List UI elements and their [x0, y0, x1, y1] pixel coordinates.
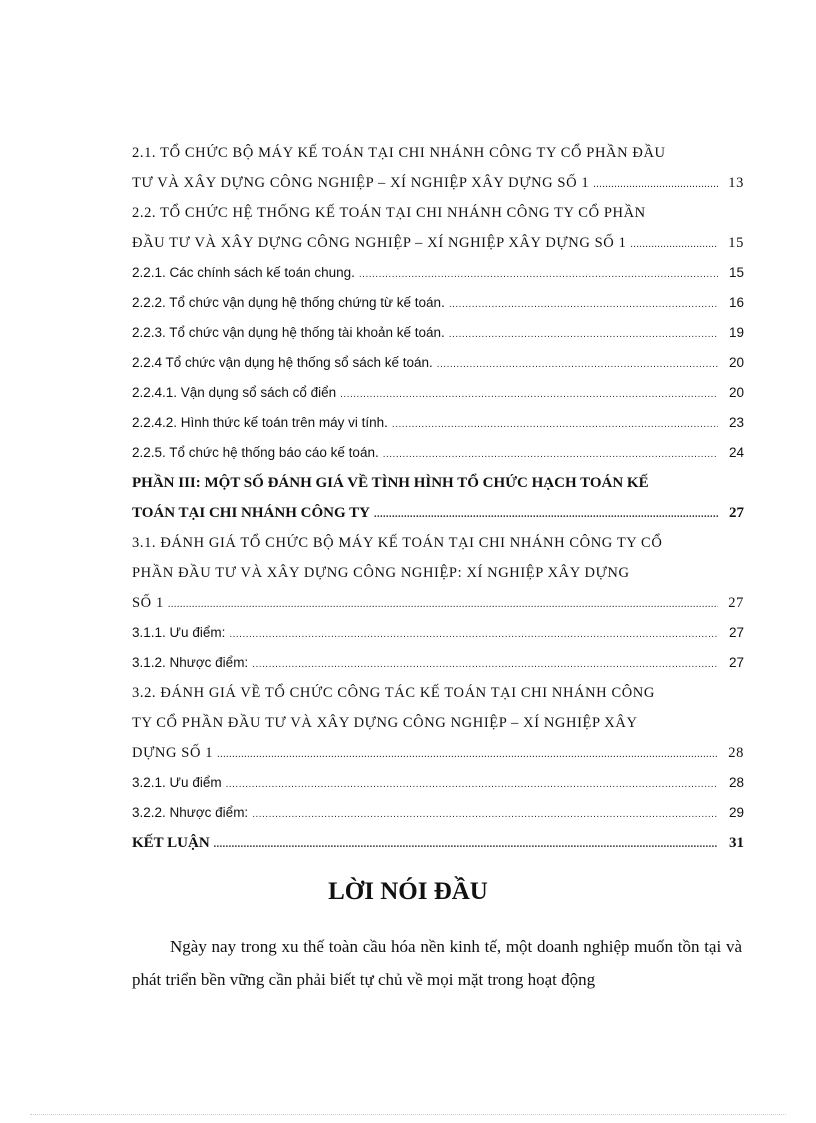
section-title: LỜI NÓI ĐẦU — [328, 878, 488, 905]
toc-entry[interactable] — [132, 498, 744, 528]
toc-page-number: 19 — [728, 325, 744, 340]
toc-entry-text: 2.1. TỔ CHỨC BỘ MÁY KẾ TOÁN TẠI CHI NHÁNH CÔNG TY CỔ PHẦN ĐẦU — [132, 145, 666, 161]
toc-entry-text: 2.2.1. Các chính sách kế toán chung. — [132, 265, 355, 280]
toc-entry[interactable] — [132, 318, 744, 348]
toc-entry-text: DỰNG SỐ 1 — [132, 745, 214, 761]
table-of-contents — [132, 138, 744, 858]
toc-entry-text: SỐ 1 — [132, 595, 164, 611]
toc-entry-text: 3.2. ĐÁNH GIÁ VỀ TỔ CHỨC CÔNG TÁC KẾ TOÁN TẠI CHI NHÁNH CÔNG — [132, 685, 655, 701]
toc-leader-dots — [252, 800, 718, 830]
toc-entry-text: 3.1. ĐÁNH GIÁ TỔ CHỨC BỘ MÁY KẾ TOÁN TẠI CHI NHÁNH CÔNG TY CỔ — [132, 535, 663, 551]
toc-page-number: 28 — [728, 775, 744, 790]
page-bottom-rule — [30, 1114, 786, 1115]
toc-entry-text: 2.2.5. Tổ chức hệ thống báo cáo kế toán. — [132, 445, 379, 460]
toc-entry-text: 2.2. TỔ CHỨC HỆ THỐNG KẾ TOÁN TẠI CHI NHÁNH CÔNG TY CỔ PHẦN — [132, 205, 646, 221]
toc-page-number: 27 — [728, 655, 744, 670]
toc-entry-text: 2.2.4 Tổ chức vận dụng hệ thống sổ sách kế toán. — [132, 355, 433, 370]
toc-entry-text: 2.2.3. Tổ chức vận dụng hệ thống tài khoản kế toán. — [132, 325, 445, 340]
toc-leader-dots — [217, 740, 718, 770]
toc-entry[interactable] — [132, 408, 744, 438]
toc-page-number: 16 — [728, 295, 744, 310]
toc-page-number: 27 — [728, 595, 744, 611]
toc-page-number: 13 — [728, 175, 744, 191]
toc-page-number: 24 — [728, 445, 744, 460]
toc-leader-dots — [226, 770, 718, 800]
toc-entry-text: 3.2.2. Nhược điểm: — [132, 805, 249, 820]
toc-entry-text: 2.2.4.2. Hình thức kế toán trên máy vi tính. — [132, 415, 388, 430]
toc-page-number: 15 — [728, 235, 744, 251]
toc-entry[interactable] — [132, 378, 744, 408]
toc-entry-text: 3.1.1. Ưu điểm: — [132, 625, 226, 640]
toc-entry[interactable] — [132, 798, 744, 828]
toc-leader-dots — [252, 650, 718, 680]
toc-leader-dots — [340, 380, 718, 410]
toc-leader-dots — [392, 410, 718, 440]
toc-entry[interactable] — [132, 138, 744, 168]
toc-leader-dots — [449, 320, 718, 350]
toc-entry-text: PHẦN III: MỘT SỐ ĐÁNH GIÁ VỀ TÌNH HÌNH TỔ CHỨC HẠCH TOÁN KẾ — [132, 475, 649, 491]
toc-leader-dots — [449, 290, 718, 320]
toc-entry[interactable] — [132, 648, 744, 678]
toc-entry[interactable] — [132, 678, 744, 708]
toc-entry-text: ĐẦU TƯ VÀ XÂY DỰNG CÔNG NGHIỆP – XÍ NGHIỆP XÂY DỰNG SỐ 1 — [132, 235, 627, 251]
toc-entry[interactable] — [132, 228, 744, 258]
toc-entry[interactable] — [132, 708, 744, 738]
toc-entry[interactable] — [132, 738, 744, 768]
toc-entry-text: 2.2.2. Tổ chức vận dụng hệ thống chứng từ kế toán. — [132, 295, 445, 310]
toc-entry[interactable] — [132, 168, 744, 198]
toc-entry[interactable] — [132, 828, 744, 858]
toc-leader-dots — [630, 230, 718, 260]
toc-entry[interactable] — [132, 438, 744, 468]
toc-entry[interactable] — [132, 618, 744, 648]
toc-entry[interactable] — [132, 258, 744, 288]
toc-entry-text: TY CỔ PHẦN ĐẦU TƯ VÀ XÂY DỰNG CÔNG NGHIỆP – XÍ NGHIỆP XÂY — [132, 715, 638, 731]
toc-page-number: 29 — [728, 805, 744, 820]
toc-leader-dots — [383, 440, 718, 470]
toc-page-number: 20 — [728, 385, 744, 400]
toc-leader-dots — [374, 500, 718, 530]
toc-entry-text: 3.1.2. Nhược điểm: — [132, 655, 249, 670]
toc-entry-text: TƯ VÀ XÂY DỰNG CÔNG NGHIỆP – XÍ NGHIỆP XÂY DỰNG SỐ 1 — [132, 175, 590, 191]
toc-leader-dots — [214, 830, 718, 860]
toc-page-number: 20 — [728, 355, 744, 370]
toc-page-number: 31 — [729, 835, 744, 851]
toc-leader-dots — [359, 260, 718, 290]
toc-entry[interactable] — [132, 528, 744, 558]
toc-entry[interactable] — [132, 198, 744, 228]
toc-leader-dots — [437, 350, 718, 380]
toc-entry-text: 3.2.1. Ưu điểm — [132, 775, 222, 790]
toc-leader-dots — [593, 170, 718, 200]
toc-page-number: 23 — [728, 415, 744, 430]
toc-entry-text: TOÁN TẠI CHI NHÁNH CÔNG TY — [132, 505, 370, 521]
toc-page-number: 27 — [728, 625, 744, 640]
toc-entry-text: 2.2.4.1. Vận dụng sổ sách cổ điển — [132, 385, 337, 400]
toc-page-number: 15 — [728, 265, 744, 280]
body-paragraph: Ngày nay trong xu thế toàn cầu hóa nền kinh tế, một doanh nghiệp muốn tồn tại và phát triển bền vững cần phải biết tự chủ về mọi mặt trong hoạt động — [132, 937, 742, 989]
toc-leader-dots — [229, 620, 718, 650]
toc-leader-dots — [168, 590, 718, 620]
toc-entry[interactable] — [132, 588, 744, 618]
toc-page-number: 28 — [728, 745, 744, 761]
toc-entry[interactable] — [132, 288, 744, 318]
toc-entry-text: KẾT LUẬN — [132, 835, 210, 851]
toc-entry[interactable] — [132, 468, 744, 498]
toc-entry[interactable] — [132, 768, 744, 798]
toc-entry[interactable] — [132, 558, 744, 588]
toc-entry[interactable] — [132, 348, 744, 378]
toc-page-number: 27 — [729, 505, 744, 521]
toc-entry-text: PHẦN ĐẦU TƯ VÀ XÂY DỰNG CÔNG NGHIỆP: XÍ NGHIỆP XÂY DỰNG — [132, 565, 630, 581]
